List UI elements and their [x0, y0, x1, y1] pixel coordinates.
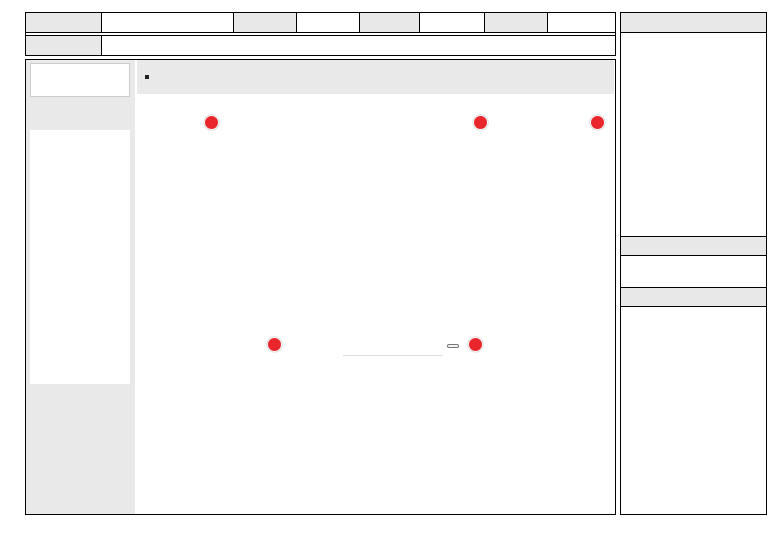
callout-marker-5 [468, 337, 483, 352]
screen-id-label [234, 13, 297, 32]
screen-id-value [297, 13, 360, 32]
author-value [420, 13, 485, 32]
screen-path-value [102, 36, 615, 55]
page-title-label [26, 13, 102, 32]
checkpoint-title [621, 236, 766, 256]
search-keyword-input[interactable] [343, 345, 443, 356]
sidebar-menu [30, 130, 130, 384]
content-title-bar [137, 60, 614, 94]
callout-marker-4 [267, 337, 282, 352]
callout-marker-1 [590, 115, 605, 130]
author-label [360, 13, 420, 32]
screen-path-label [26, 36, 102, 55]
spec-header-table [25, 12, 616, 56]
description-title [621, 13, 766, 33]
page-title-value [102, 13, 234, 32]
content-title [145, 72, 153, 82]
square-bullet-icon [145, 75, 149, 79]
account-links [31, 108, 37, 116]
callout-marker-2 [473, 115, 488, 130]
search-button[interactable] [447, 344, 459, 348]
callout-marker-3 [204, 115, 219, 130]
description-panel [620, 12, 767, 515]
date-value [548, 13, 615, 32]
admin-box [30, 63, 130, 97]
related-id-title [621, 287, 766, 307]
date-label [485, 13, 548, 32]
